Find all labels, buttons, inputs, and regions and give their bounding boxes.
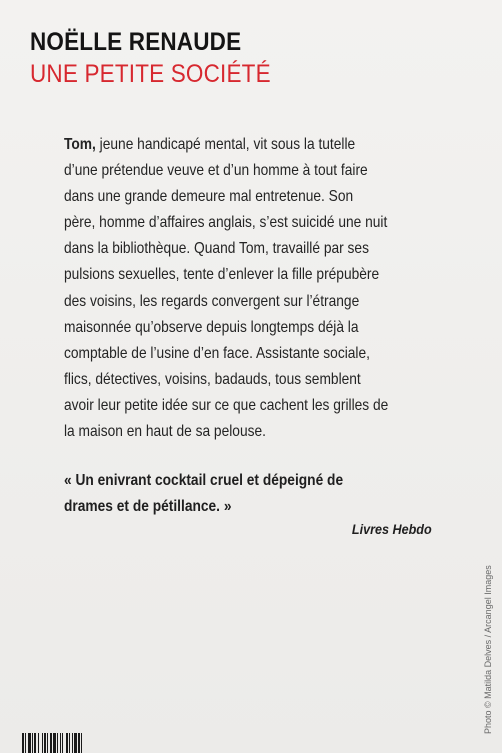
blurb-line-text: jeune handicapé mental, vit sous la tutelle: [99, 136, 356, 153]
blurb-line: comptable de l’usine d’en face. Assistante sociale,: [64, 344, 370, 362]
barcode: [22, 733, 114, 753]
quote-line: « Un enivrant cocktail cruel et dépeigné de: [64, 472, 344, 489]
blurb-line: pulsions sexuelles, tente d’enlever la fille prépubère: [64, 266, 380, 284]
quote-source: Livres Hebdo: [352, 521, 432, 537]
author-name: NOËLLE RENAUDE: [30, 28, 242, 56]
blurb-line: avoir leur petite idée sur ce que cachent les grilles de: [64, 396, 389, 414]
barcode-gap: [82, 733, 84, 753]
blurb-line: maisonnée qu’observe depuis longtemps déjà la: [64, 318, 359, 336]
blurb-line: père, homme d’affaires anglais, s’est suicidé une nuit: [64, 214, 388, 232]
photo-credit: Photo © Matilda Delves / Arcangel Images: [483, 565, 493, 734]
blurb-line: d’une prétendue veuve et d’un homme à tout faire: [64, 162, 368, 180]
blurb-line: des voisins, les regards convergent sur l’étrange: [64, 292, 360, 310]
blurb-text: [64, 132, 496, 445]
blurb-line: dans une grande demeure mal entretenue. Son: [64, 188, 354, 206]
blurb-line: [64, 132, 436, 158]
blurb-line: flics, détectives, voisins, badauds, tous semblent: [64, 370, 361, 388]
press-quote: [64, 468, 496, 520]
blurb-lead-name: Tom,: [64, 136, 96, 153]
book-title: UNE PETITE SOCIÉTÉ: [30, 60, 271, 88]
quote-line: drames et de pétillance. »: [64, 498, 232, 515]
blurb-line: dans la bibliothèque. Quand Tom, travaillé par ses: [64, 240, 369, 258]
blurb-line: la maison en haut de sa pelouse.: [64, 423, 266, 441]
